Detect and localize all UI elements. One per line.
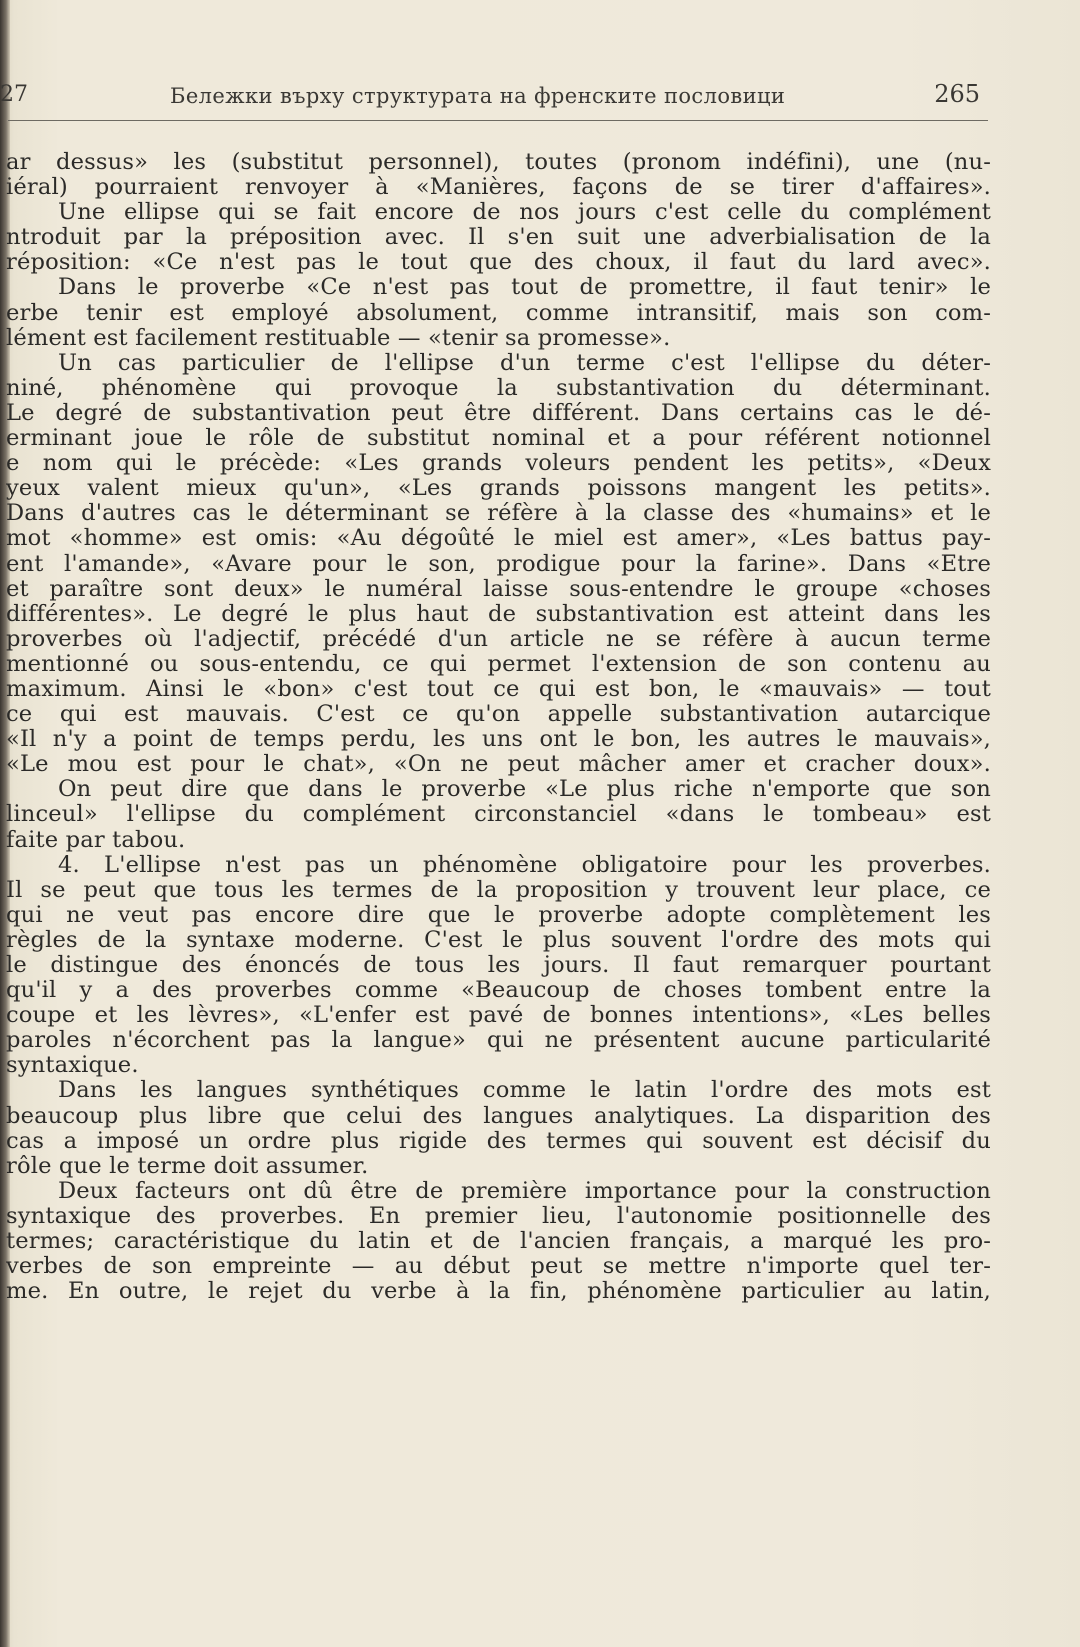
text-line: lément est facilement restituable — «tenir sa promesse». bbox=[6, 325, 671, 351]
text-line: différentes». Le degré le plus haut de substantivation est atteint dans les bbox=[6, 601, 991, 627]
text-line: maximum. Ainsi le «bon» c'est tout ce qui est bon, le «mauvais» — tout bbox=[6, 676, 991, 702]
text-line: Dans le proverbe «Ce n'est pas tout de promettre, il faut tenir» le bbox=[58, 275, 991, 301]
text-line: qu'il y a des proverbes comme «Beaucoup de choses tombent entre la bbox=[6, 978, 991, 1004]
text-line: ent l'amande», «Avare pour le son, prodigue pour la farine». Dans «Etre bbox=[6, 551, 991, 577]
text-line: Dans d'autres cas le déterminant se réfère à la classe des «humains» et le bbox=[6, 501, 991, 527]
text-line: niné, phénomène qui provoque la substantivation du déterminant. bbox=[6, 375, 991, 401]
text-line: coupe et les lèvres», «L'enfer est pavé de bonnes intentions», «Les belles bbox=[6, 1003, 991, 1029]
text-line: «Il n'y a point de temps perdu, les uns ont le bon, les autres le mauvais», bbox=[6, 727, 991, 753]
text-line: qui ne veut pas encore dire que le proverbe adopte complètement les bbox=[6, 902, 991, 928]
text-line: le distingue des énoncés de tous les jours. Il faut remarquer pourtant bbox=[6, 953, 991, 978]
text-line: règles de la syntaxe moderne. C'est le plus souvent l'ordre des mots qui bbox=[6, 927, 991, 953]
text-line: erminant joue le rôle de substitut nominal et a pour référent notionnel bbox=[6, 426, 991, 452]
text-line: ce qui est mauvais. C'est ce qu'on appelle substantivation autarcique bbox=[6, 702, 991, 728]
page-number: 265 bbox=[934, 80, 980, 108]
text-line: rôle que le terme doit assumer. bbox=[6, 1153, 369, 1179]
text-line: verbes de son empreinte — au début peut se mettre n'importe quel ter- bbox=[6, 1254, 991, 1280]
text-line: yeux valent mieux qu'un», «Les grands poissons mangent les petits». bbox=[6, 476, 991, 502]
text-line: beaucoup plus libre que celui des langues analytiques. La disparition des bbox=[6, 1103, 991, 1129]
folio-left: 27 bbox=[0, 82, 28, 107]
text-line: et paraître sont deux» le numéral laisse sous-entendre le groupe «choses bbox=[6, 576, 991, 602]
text-line: erbe tenir est employé absolument, comme intransitif, mais son com- bbox=[6, 300, 991, 326]
body-text bbox=[6, 150, 991, 1304]
text-line: cas a imposé un ordre plus rigide des termes qui souvent est décisif du bbox=[6, 1128, 991, 1154]
text-line: linceul» l'ellipse du complément circonstanciel «dans le tombeau» est bbox=[6, 802, 991, 828]
text-line: Il se peut que tous les termes de la proposition y trouvent leur place, ce bbox=[6, 877, 991, 903]
text-line: «Le mou est pour le chat», «On ne peut mâcher amer et cracher doux». bbox=[6, 752, 991, 778]
page-header bbox=[0, 76, 1000, 116]
header-rule bbox=[8, 120, 988, 121]
text-line: Une ellipse qui se fait encore de nos jours c'est celle du complément bbox=[58, 200, 991, 226]
text-line: me. En outre, le rejet du verbe à la fin, phénomène particulier au latin, bbox=[6, 1279, 991, 1305]
text-line: Dans les langues synthétiques comme le latin l'ordre des mots est bbox=[58, 1078, 991, 1104]
text-line: 4. L'ellipse n'est pas un phénomène obligatoire pour les proverbes. bbox=[58, 852, 991, 878]
text-line: ar dessus» les (substitut personnel), toutes (pronom indéfini), une (nu- bbox=[6, 150, 991, 175]
text-line: e nom qui le précède: «Les grands voleurs pendent les petits», «Deux bbox=[6, 451, 991, 477]
text-line: Un cas particulier de l'ellipse d'un terme c'est l'ellipse du déter- bbox=[58, 350, 991, 376]
text-line: faite par tabou. bbox=[6, 827, 186, 853]
text-line: mot «homme» est omis: «Au dégoûté le miel est amer», «Les battus pay- bbox=[6, 526, 991, 552]
running-title: Бележки върху структурата на френските пословици bbox=[170, 84, 786, 108]
text-line: proverbes où l'adjectif, précédé d'un article ne se réfère à aucun terme bbox=[6, 626, 991, 652]
text-line: iéral) pourraient renvoyer à «Manières, façons de se tirer d'affaires». bbox=[6, 175, 991, 201]
text-line: réposition: «Ce n'est pas le tout que des choux, il faut du lard avec». bbox=[6, 250, 991, 276]
text-line: mentionné ou sous-entendu, ce qui permet l'extension de son contenu au bbox=[6, 651, 991, 677]
text-line: On peut dire que dans le proverbe «Le plus riche n'emporte que son bbox=[58, 777, 991, 803]
text-line: termes; caractéristique du latin et de l'ancien français, a marqué les pro- bbox=[6, 1229, 991, 1255]
text-line: ntroduit par la préposition avec. Il s'en suit une adverbialisation de la bbox=[6, 225, 991, 251]
text-line: Le degré de substantivation peut être différent. Dans certains cas le dé- bbox=[6, 400, 991, 426]
text-line: paroles n'écorchent pas la langue» qui ne présentent aucune particularité bbox=[6, 1028, 991, 1054]
text-line: syntaxique. bbox=[6, 1053, 139, 1079]
text-line: Deux facteurs ont dû être de première importance pour la construction bbox=[58, 1178, 991, 1204]
text-line: syntaxique des proverbes. En premier lieu, l'autonomie positionnelle des bbox=[6, 1203, 991, 1229]
